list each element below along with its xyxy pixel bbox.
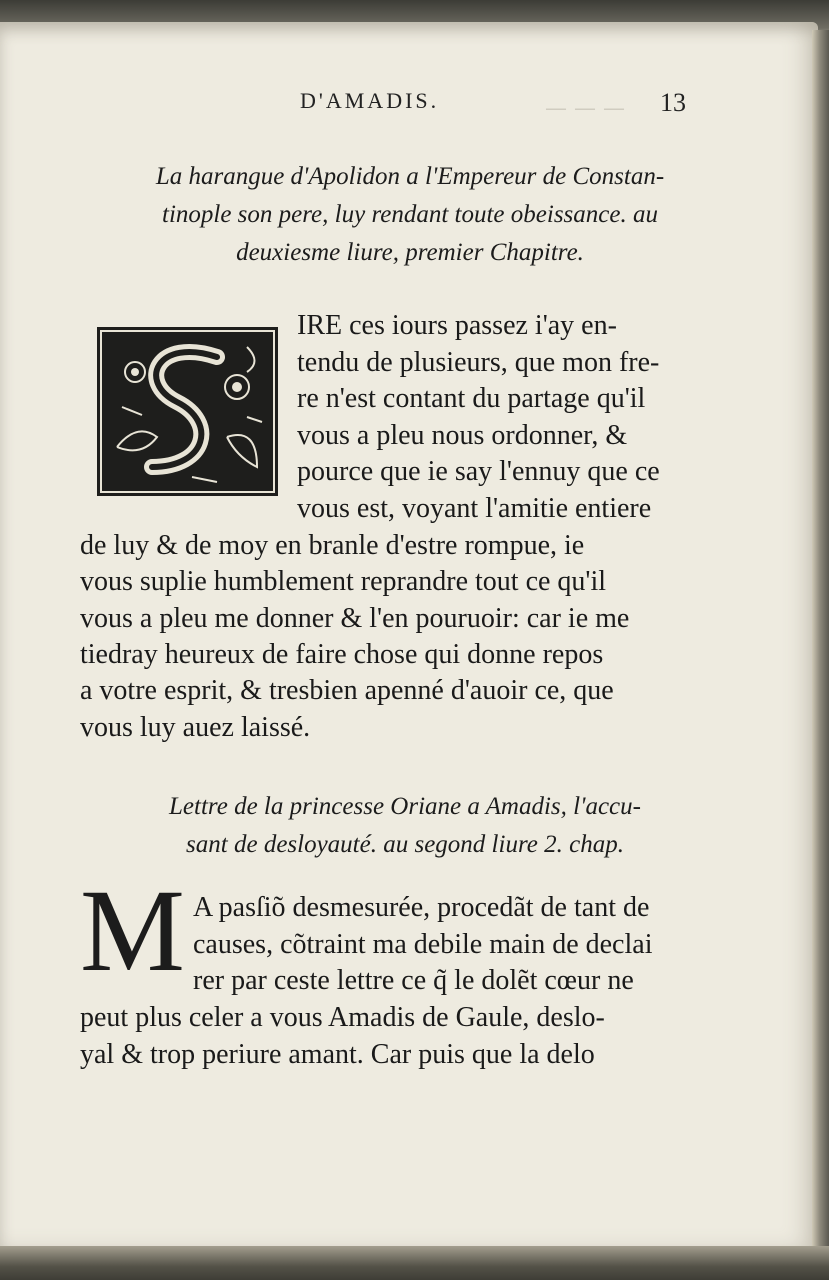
- body-line: peut plus celer a vous Amadis de Gaule, deslo-: [80, 1002, 605, 1033]
- body-line: de luy & de moy en branle d'estre rompue, ie: [80, 530, 585, 561]
- body-line: IRE ces iours passez i'ay en-: [297, 310, 617, 341]
- body-line: tiedray heureux de faire chose qui donne repos: [80, 639, 604, 670]
- body-line: vous a pleu nous ordonner, &: [297, 420, 628, 451]
- book-binding-bottom: [0, 1246, 829, 1280]
- bleed-through: — — —: [545, 96, 625, 121]
- body-line: pource que ie say l'ennuy que ce: [297, 456, 660, 487]
- section-heading-lettre: [100, 788, 710, 864]
- body-line: vous suplie humblement reprandre tout ce qu'il: [80, 566, 607, 597]
- body-line: yal & trop periure amant. Car puis que la delo: [80, 1039, 595, 1070]
- body-line: vous a pleu me donner & l'en pouruoir: car ie me: [80, 603, 630, 634]
- body-line: a votre esprit, & tresbien apenné d'auoir ce, que: [80, 675, 614, 706]
- body-line: tendu de plusieurs, que mon fre-: [297, 347, 660, 378]
- page-number: 13: [660, 88, 686, 117]
- section-heading-harangue: [110, 158, 710, 272]
- drop-cap-letter: M: [80, 865, 185, 996]
- heading-line: La harangue d'Apolidon a l'Empereur de Constan-: [155, 163, 665, 190]
- running-head: D'AMADIS.: [300, 88, 440, 113]
- heading-line: tinople son pere, luy rendant toute obeissance. au: [162, 201, 658, 228]
- body-line: A pasſiõ desmesurée, procedãt de tant de: [193, 892, 650, 923]
- body-line: vous est, voyant l'amitie entiere: [297, 493, 652, 524]
- body-line: re n'est contant du partage qu'il: [297, 383, 646, 414]
- ornamental-initial-woodcut: [97, 327, 278, 496]
- floral-s-ornament-icon: [97, 327, 278, 496]
- body-line: rer par ceste lettre ce q̃ le dolẽt cœur ne: [193, 965, 634, 996]
- heading-line: deuxiesme liure, premier Chapitre.: [236, 239, 584, 266]
- heading-line: sant de desloyauté. au segond liure 2. chap.: [186, 831, 624, 858]
- heading-line: Lettre de la princesse Oriane a Amadis, l'accu-: [169, 793, 641, 820]
- body-line: vous luy auez laissé.: [80, 712, 311, 743]
- body-line: causes, cõtraint ma debile main de declai: [193, 929, 653, 960]
- page-edge: [812, 30, 829, 1260]
